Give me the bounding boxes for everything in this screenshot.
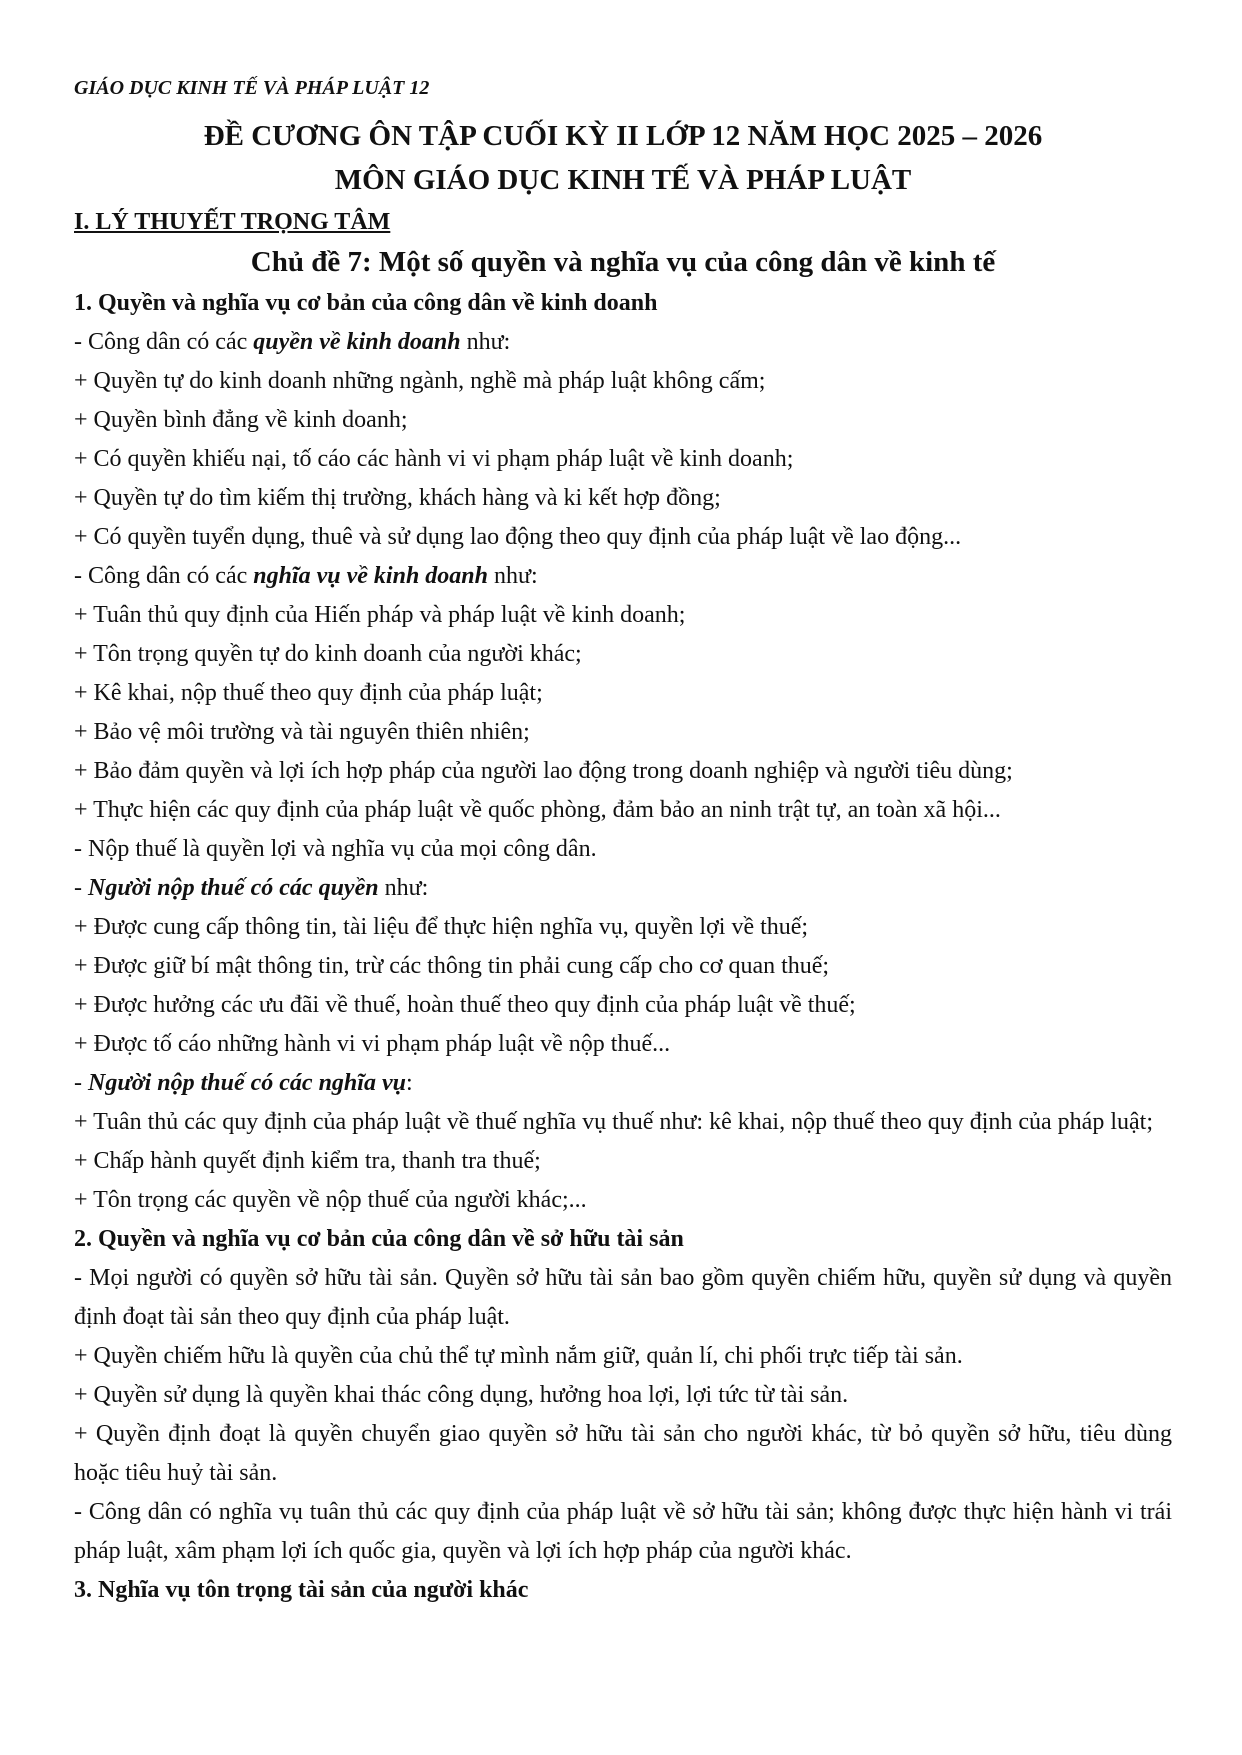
business-duty-item: + Tuân thủ quy định của Hiến pháp và pháp luật về kinh doanh; (74, 602, 686, 628)
business-right-item: + Quyền tự do tìm kiếm thị trường, khách hàng và ki kết hợp đồng; (74, 485, 721, 511)
taxpayer-right-item: + Được hưởng các ưu đãi về thuế, hoàn thuế theo quy định của pháp luật về thuế; (74, 992, 856, 1018)
part-3-heading: 3. Nghĩa vụ tôn trọng tài sản của người khác (74, 1577, 529, 1603)
document-page (74, 70, 1172, 1610)
business-right-item: + Có quyền khiếu nại, tố cáo các hành vi vi phạm pháp luật về kinh doanh; (74, 446, 794, 472)
business-right-item: + Quyền tự do kinh doanh những ngành, nghề mà pháp luật không cấm; (74, 368, 766, 394)
taxpayer-duty-item: + Chấp hành quyết định kiểm tra, thanh tra thuế; (74, 1148, 541, 1174)
part-2-heading: 2. Quyền và nghĩa vụ cơ bản của công dân về sở hữu tài sản (74, 1226, 684, 1252)
section-heading: I. LÝ THUYẾT TRỌNG TÂM (74, 209, 391, 235)
taxpayer-duties-emphasis: Người nộp thuế có các nghĩa vụ (88, 1070, 406, 1096)
taxpayer-duty-item: + Tuân thủ các quy định của pháp luật về thuế nghĩa vụ thuế như: kê khai, nộp thuế theo quy định của pháp luật; (74, 1109, 1153, 1135)
taxpayer-rights-intro: - Người nộp thuế có các quyền như: (74, 875, 429, 901)
business-duty-item: + Tôn trọng quyền tự do kinh doanh của người khác; (74, 641, 582, 667)
taxpayer-right-item: + Được giữ bí mật thông tin, trừ các thông tin phải cung cấp cho cơ quan thuế; (74, 953, 830, 979)
business-rights-intro: - Công dân có các quyền về kinh doanh như: (74, 329, 511, 355)
tax-statement: - Nộp thuế là quyền lợi và nghĩa vụ của mọi công dân. (74, 836, 597, 862)
possession-right-item: + Quyền chiếm hữu là quyền của chủ thể tự mình nắm giữ, quản lí, chi phối trực tiếp tài sản. (74, 1343, 963, 1369)
business-duty-item: + Thực hiện các quy định của pháp luật về quốc phòng, đảm bảo an ninh trật tự, an toàn xã hội... (74, 797, 1001, 823)
property-duty: - Công dân có nghĩa vụ tuân thủ các quy định của pháp luật về sở hữu tài sản; không được thực hiện hành vi trái pháp luật, xâm phạm lợi ích quốc gia, quyền và lợi ích hợp pháp của người khác. (74, 1499, 1172, 1564)
property-rights-intro: - Mọi người có quyền sở hữu tài sản. Quyền sở hữu tài sản bao gồm quyền chiếm hữu, quyền sử dụng và quyền định đoạt tài sản theo quy định của pháp luật. (74, 1265, 1172, 1330)
business-right-item: + Quyền bình đẳng về kinh doanh; (74, 407, 408, 433)
disposal-right-item: + Quyền định đoạt là quyền chuyển giao quyền sở hữu tài sản cho người khác, từ bỏ quyền sở hữu, tiêu dùng hoặc tiêu huỷ tài sản. (74, 1421, 1172, 1486)
header-subject-tag: GIÁO DỤC KINH TẾ VÀ PHÁP LUẬT 12 (74, 77, 430, 99)
business-duty-item: + Bảo đảm quyền và lợi ích hợp pháp của người lao động trong doanh nghiệp và người tiêu dùng; (74, 758, 1013, 784)
use-right-item: + Quyền sử dụng là quyền khai thác công dụng, hưởng hoa lợi, lợi tức từ tài sản. (74, 1382, 849, 1408)
business-duty-item: + Bảo vệ môi trường và tài nguyên thiên nhiên; (74, 719, 530, 745)
business-duties-intro: - Công dân có các nghĩa vụ về kinh doanh như: (74, 563, 538, 589)
business-right-item: + Có quyền tuyển dụng, thuê và sử dụng lao động theo quy định của pháp luật về lao động... (74, 524, 962, 550)
taxpayer-right-item: + Được cung cấp thông tin, tài liệu để thực hiện nghĩa vụ, quyền lợi về thuế; (74, 914, 809, 940)
taxpayer-duty-item: + Tôn trọng các quyền về nộp thuế của người khác;... (74, 1187, 587, 1213)
business-rights-emphasis: quyền về kinh doanh (253, 329, 461, 355)
taxpayer-right-item: + Được tố cáo những hành vi vi phạm pháp luật về nộp thuế... (74, 1031, 671, 1057)
business-duties-emphasis: nghĩa vụ về kinh doanh (253, 563, 488, 589)
part-1-heading: 1. Quyền và nghĩa vụ cơ bản của công dân về kinh doanh (74, 290, 658, 316)
document-title-line-2: MÔN GIÁO DỤC KINH TẾ VÀ PHÁP LUẬT (334, 164, 912, 196)
business-duty-item: + Kê khai, nộp thuế theo quy định của pháp luật; (74, 680, 543, 706)
taxpayer-duties-intro: - Người nộp thuế có các nghĩa vụ: (74, 1070, 413, 1096)
taxpayer-rights-emphasis: Người nộp thuế có các quyền (88, 875, 379, 901)
document-title-line-1: ĐỀ CƯƠNG ÔN TẬP CUỐI KỲ II LỚP 12 NĂM HỌC 2025 – 2026 (203, 120, 1043, 152)
topic-title: Chủ đề 7: Một số quyền và nghĩa vụ của công dân về kinh tế (250, 246, 996, 278)
